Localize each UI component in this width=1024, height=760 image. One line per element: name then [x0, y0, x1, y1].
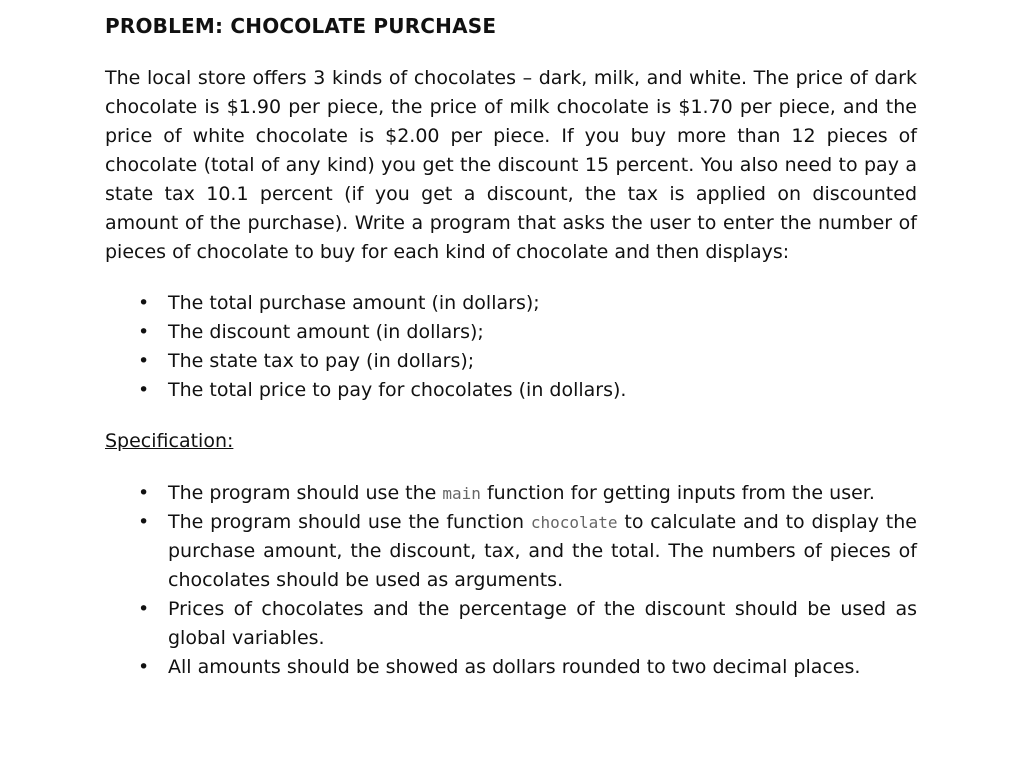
bullet-icon: • — [138, 292, 150, 314]
list-item — [105, 347, 917, 376]
document-page — [105, 12, 917, 682]
output-item-text: The state tax to pay (in dollars); — [168, 350, 475, 372]
bullet-icon: • — [138, 350, 150, 372]
bullet-icon: • — [138, 511, 150, 533]
list-item — [105, 318, 917, 347]
spec-text: The program should use the function — [168, 511, 531, 533]
output-item-text: The total price to pay for chocolates (in dollars). — [168, 379, 627, 401]
problem-title: PROBLEM: CHOCOLATE PURCHASE — [105, 14, 497, 38]
list-item — [105, 289, 917, 318]
spec-text: Prices of chocolates and the percentage of the discount should be used as global variables. — [168, 598, 917, 649]
problem-description: The local store offers 3 kinds of chocolates – dark, milk, and white. The price of dark chocolate is $1.90 per piece, the price of milk chocolate is $1.70 per piece, and the price of white chocolate is $2.00 per piece. If you buy more than 12 pieces of chocolate (total of any kind) you get the discount 15 percent. You also need to pay a state tax 10.1 percent (if you get a discount, the tax is applied on discounted amount of the purchase). Write a program that asks the user to enter the number of pieces of chocolate to buy for each kind of chocolate and then displays: — [105, 67, 917, 263]
list-item — [105, 595, 917, 653]
specification-heading: Specification: — [105, 430, 234, 452]
list-item — [105, 508, 917, 595]
bullet-icon: • — [138, 321, 150, 343]
specification-list — [105, 479, 917, 682]
spec-text: All amounts should be showed as dollars rounded to two decimal places. — [168, 656, 861, 678]
code-chocolate: chocolate — [530, 513, 618, 532]
output-list — [105, 289, 917, 405]
list-item — [105, 479, 917, 508]
code-main: main — [442, 484, 481, 503]
list-item — [105, 376, 917, 405]
spec-text: to calculate and to display the purchase amount, the discount, tax, and the total. The numbers of pieces of chocolates should be used as arguments. — [168, 511, 917, 591]
output-item-text: The discount amount (in dollars); — [168, 321, 484, 343]
bullet-icon: • — [138, 379, 150, 401]
spec-text: function for getting inputs from the user. — [480, 482, 875, 504]
bullet-icon: • — [138, 598, 150, 620]
spec-text: The program should use the — [168, 482, 443, 504]
list-item — [105, 653, 917, 682]
bullet-icon: • — [138, 482, 150, 504]
bullet-icon: • — [138, 656, 150, 678]
output-item-text: The total purchase amount (in dollars); — [168, 292, 540, 314]
